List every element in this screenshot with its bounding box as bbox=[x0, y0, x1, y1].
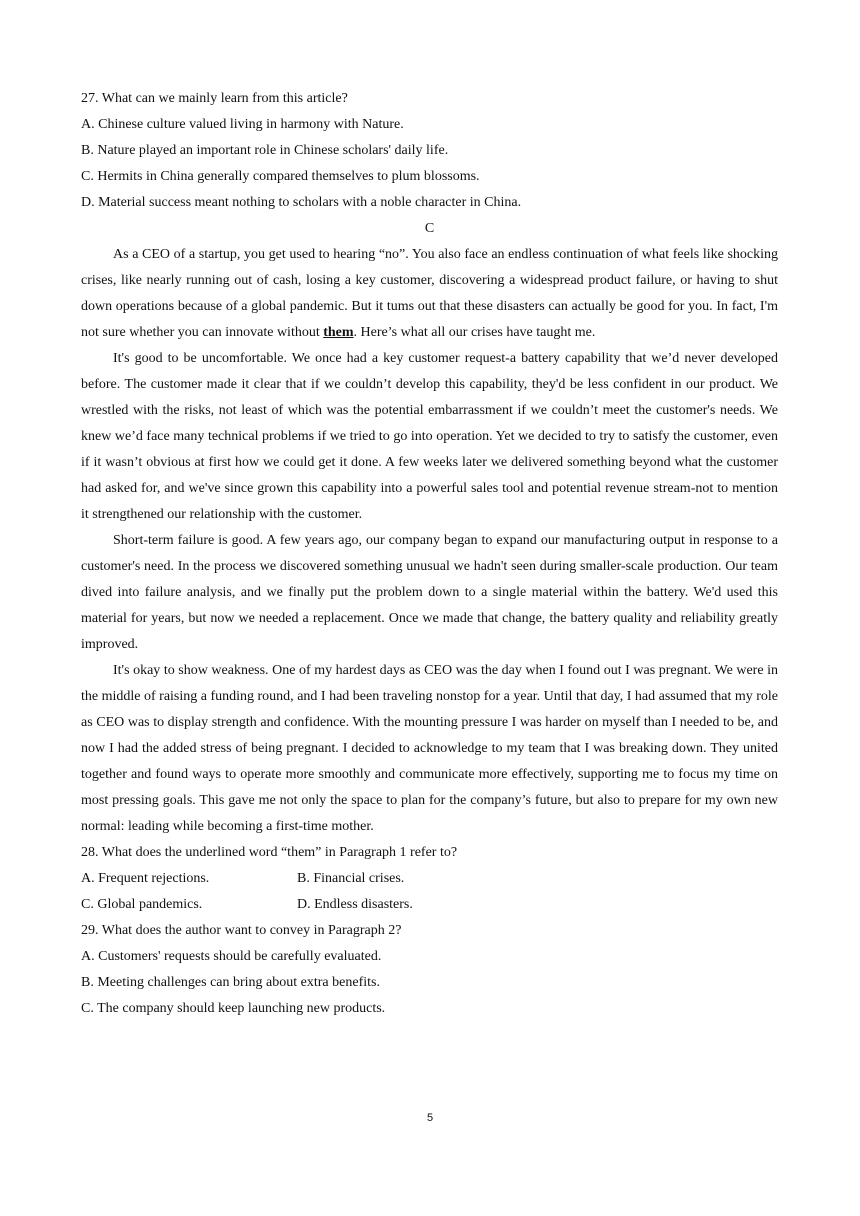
question-28: 28. What does the underlined word “them” in Paragraph 1 refer to? bbox=[81, 845, 458, 860]
question-29: 29. What does the author want to convey in Paragraph 2? bbox=[81, 923, 402, 938]
paragraph-1-text-end: . Here’s what all our crises have taught me. bbox=[353, 325, 596, 340]
option-28-d: D. Endless disasters. bbox=[297, 897, 413, 912]
option-29-a: A. Customers' requests should be carefully evaluated. bbox=[81, 949, 382, 964]
option-27-b: B. Nature played an important role in Chinese scholars' daily life. bbox=[81, 143, 449, 158]
underlined-word: them bbox=[323, 325, 354, 340]
page-content bbox=[81, 86, 778, 1022]
page-number: 5 bbox=[426, 1112, 434, 1124]
option-27-c: C. Hermits in China generally compared themselves to plum blossoms. bbox=[81, 169, 480, 184]
option-27-d: D. Material success meant nothing to scholars with a noble character in China. bbox=[81, 195, 522, 210]
option-29-c: C. The company should keep launching new products. bbox=[81, 1001, 386, 1016]
option-28-a: A. Frequent rejections. bbox=[81, 871, 210, 886]
option-27-a: A. Chinese culture valued living in harmony with Nature. bbox=[81, 117, 404, 132]
section-label: C bbox=[424, 221, 435, 236]
option-28-b: B. Financial crises. bbox=[297, 871, 405, 886]
passage-paragraph-1 bbox=[81, 242, 778, 346]
question-27: 27. What can we mainly learn from this article? bbox=[81, 91, 348, 106]
passage-paragraph-3: Short-term failure is good. A few years ago, our company began to expand our manufacturing output in response to a customer's need. In the process we discovered something unusual we hadn't seen during smaller-scale production. Our team dived into failure analysis, and we finally put the problem down to a single material within the battery. We'd used this material for years, but now we needed a replacement. Once we made that change, the battery quality and reliability greatly improved. bbox=[81, 533, 778, 652]
option-28-c: C. Global pandemics. bbox=[81, 897, 203, 912]
option-29-b: B. Meeting challenges can bring about extra benefits. bbox=[81, 975, 380, 990]
options-28-row-2 bbox=[81, 892, 778, 918]
paragraph-1-text: As a CEO of a startup, you get used to hearing “no”. You also face an endless continuation of what feels like shocking crises, like nearly running out of cash, losing a key customer, discovering a widespread product failure, or having to shut down operations because of a global pandemic. But it tums out that these disasters can actually be good for you. In fact, I'm not sure whether you can innovate without bbox=[81, 247, 778, 340]
passage-paragraph-2: It's good to be uncomfortable. We once had a key customer request-a battery capability that we’d never developed before. The customer made it clear that if we couldn’t develop this capability, they'd be less confident in our product. We wrestled with the risks, not least of which was the potential embarrassment if we couldn’t meet the customer's needs. We knew we’d face many technical problems if we tried to go into operation. Yet we decided to try to satisfy the customer, even if it wasn’t obvious at first how we could get it done. A few weeks later we delivered something beyond what the customer had asked for, and we've since grown this capability into a powerful sales tool and potential revenue stream-not to mention it strengthened our relationship with the customer. bbox=[81, 351, 778, 522]
options-28-row-1 bbox=[81, 866, 778, 892]
passage-paragraph-4: It's okay to show weakness. One of my hardest days as CEO was the day when I found out I was pregnant. We were in the middle of raising a funding round, and I had been traveling nonstop for a year. Until that day, I had assumed that my role as CEO was to display strength and confidence. With the mounting pressure I was harder on myself than I needed to be, and now I had the added stress of being pregnant. I decided to acknowledge to my team that I was breaking down. They united together and found ways to operate more smoothly and communicate more effectively, supporting me to focus my time on most pressing goals. This gave me not only the space to plan for the company’s future, but also to prepare for my own new normal: leading while becoming a first-time mother. bbox=[81, 663, 778, 834]
